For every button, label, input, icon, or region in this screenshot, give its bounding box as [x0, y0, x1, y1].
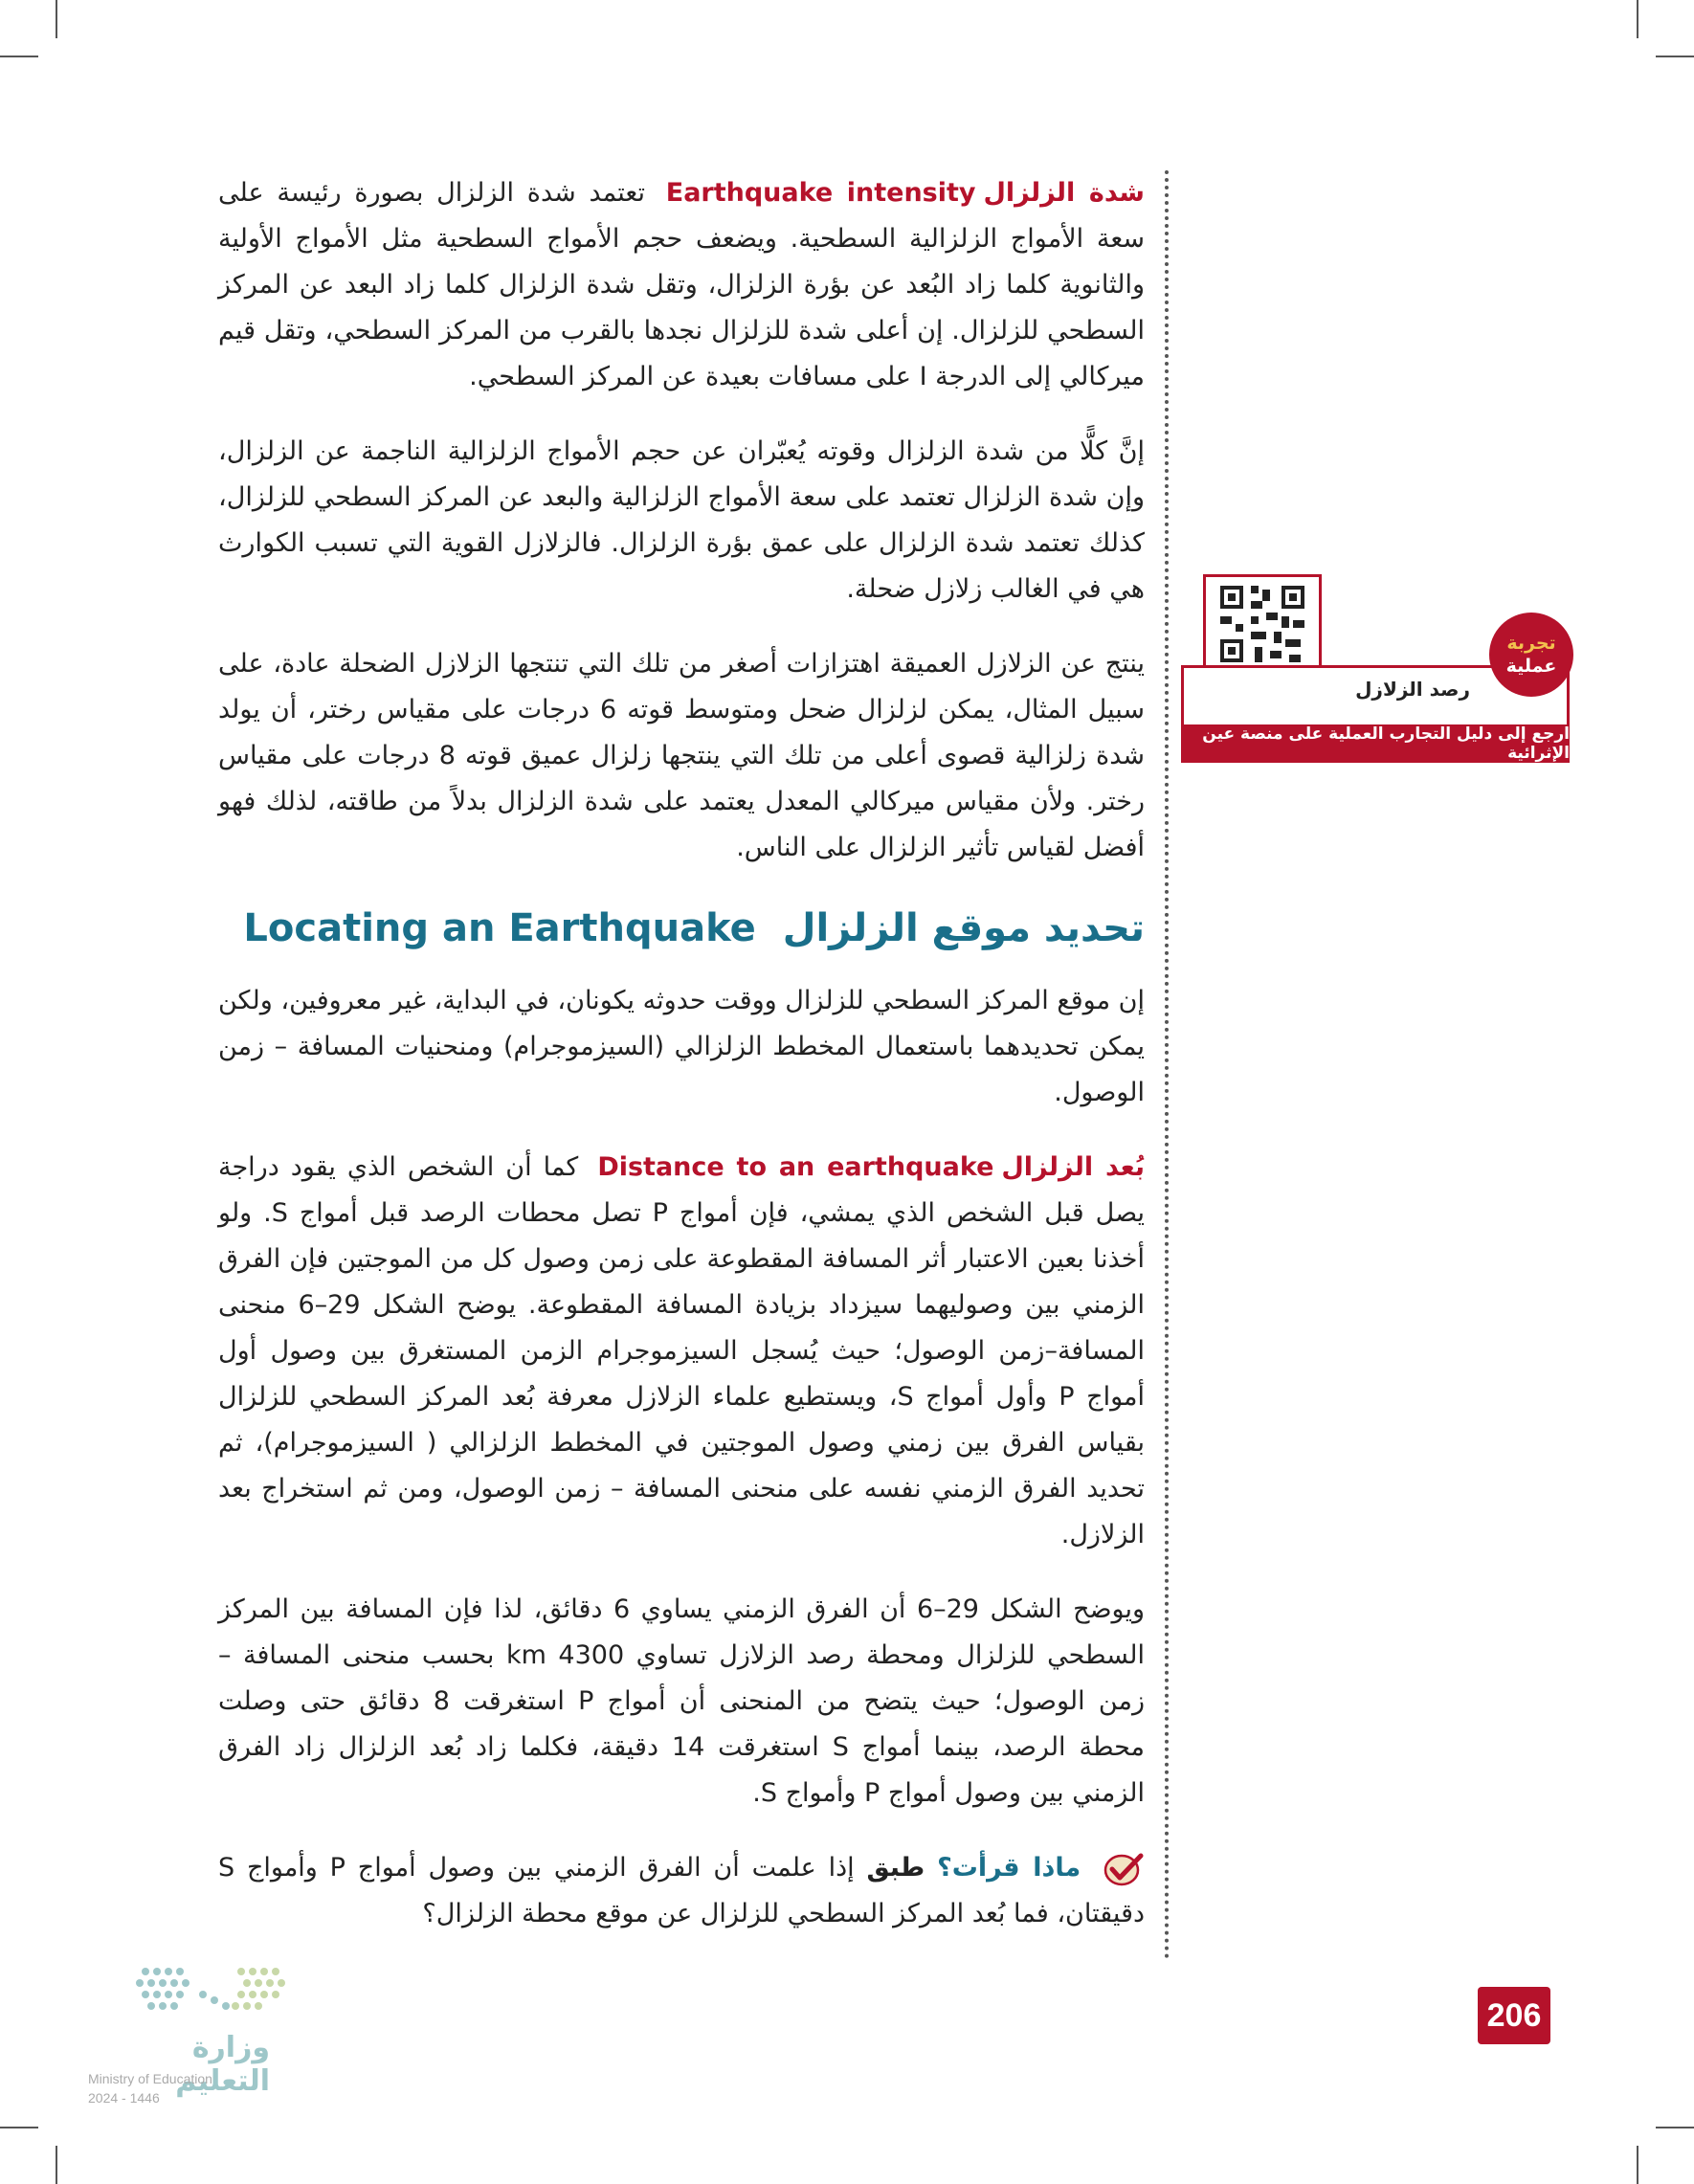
ministry-name-ar: وزارة التعليم [175, 2031, 270, 2098]
ministry-logo [88, 1952, 356, 2115]
ministry-name-en: Ministry of Education [88, 2071, 212, 2086]
lab-title: رصد الزلازل [1355, 678, 1470, 701]
crop-mark [1637, 2146, 1638, 2184]
paragraph-2: إنَّ كلًّا من شدة الزلزال وقوته يُعبّران عن حجم الأمواج الزلزالية الناجمة عن الزلزال، وإن شدة الزلزال تعتمد على سعة الأمواج الزلزالية والبعد عن المركز السطحي للزلزال، كذلك تعتمد شدة الزلزال على عمق بؤرة الزلزال. فالزلازل القوية التي تسبب الكوارث هي في الغالب زلازل ضحلة. [218, 436, 1145, 604]
checkmark-icon [1103, 1852, 1145, 1886]
distance-term-en: Distance to an earthquake [597, 1152, 994, 1182]
distance-text: كما أن الشخص الذي يقود دراجة يصل قبل الشخص الذي يمشي، فإن أمواج P تصل محطات الرصد قبل أمواج S. ولو أخذنا بعين الاعتبار أثر المسافة المقطوعة على زمن وصول كل من الموجتين فإن الفرق الزمني بين وصوليهما سيزداد بزيادة المسافة المقطوعة. يوضح الشكل 29–6 منحنى المسافة–زمن الوصول؛ حيث يُسجل السيزموجرام الزمن المستغرق بين وصول أول أمواج P وأول أمواج S، ويستطيع علماء الزلازل معرفة بُعد المركز السطحي للزلزال بقياس الفرق بين زمني وصول الموجتين في المخطط الزلزالي ( السيزموجرام)، ثم تحديد الفرق الزمني نفسه على منحنى المسافة – زمن الوصول، ومن ثم استخراج بعد الزلازل. [218, 1152, 1146, 1549]
main-content [218, 170, 1145, 1937]
crop-mark [1656, 56, 1694, 57]
crop-mark [0, 56, 38, 57]
lab-badge-bottom: عملية [1505, 656, 1557, 677]
paragraph-3: ينتج عن الزلازل العميقة اهتزازات أصغر من تلك التي تنتجها الزلازل الضحلة عادة، على سبيل المثال، يمكن لزلزال ضحل ومتوسط قوته 6 درجات على مقياس رختر، أن يولد شدة زلزالية قصوى أعلى من تلك التي ينتجها زلزال عميق قوته 8 درجات على مقياس رختر. ولأن مقياس ميركالي المعدل يعتمد على شدة الزلزال بدلاً من طاقته، لذلك فهو أفضل لقياس تأثير الزلزال على الناس. [218, 649, 1145, 862]
column-divider [1165, 170, 1169, 1960]
qr-code-icon [1216, 582, 1308, 666]
crop-mark [1637, 0, 1638, 38]
intensity-paragraph [218, 170, 1145, 400]
lab-badge [1489, 613, 1573, 697]
page-number: 206 [1478, 1987, 1550, 2044]
reading-check [218, 1845, 1145, 1937]
distance-term: بُعد الزلزال [1001, 1152, 1145, 1182]
lab-badge-top: تجربة [1506, 633, 1556, 654]
question-label: ماذا قرأت؟ [937, 1853, 1081, 1883]
intensity-text: تعتمد شدة الزلزال بصورة رئيسة على سعة الأمواج الزلزالية السطحية. ويضعف حجم الأمواج السطحية مثل الأمواج الأولية والثانوية كلما زاد البُعد عن بؤرة الزلزال، وتقل شدة الزلزال كلما زاد البعد عن المركز السطحي للزلزال. إن أعلى شدة للزلزال نجدها بالقرب من المركز السطحي، وتقل قيم ميركالي إلى الدرجة I على مسافات بعيدة عن المركز السطحي. [218, 178, 1145, 391]
question-text: إذا علمت أن الفرق الزمني بين وصول أمواج P وأمواج S دقيقتان، فما بُعد المركز السطحي للزلزال عن موقع محطة الزلزال؟ [218, 1853, 1145, 1928]
section-title-en: Locating an Earthquake [243, 906, 756, 950]
lab-box[interactable] [1181, 574, 1583, 766]
qr-code[interactable] [1203, 574, 1322, 671]
ministry-dots-icon [88, 1952, 356, 2029]
crop-mark [56, 2146, 57, 2184]
crop-mark [0, 2127, 38, 2128]
intensity-term-en: Earthquake intensity [665, 178, 976, 208]
question-verb: طبق [866, 1853, 925, 1883]
lab-instruction: ارجع إلى دليل التجارب العملية على منصة عين الإثرائية [1181, 724, 1570, 763]
intensity-term: شدة الزلزال [983, 178, 1145, 208]
crop-mark [56, 0, 57, 38]
paragraph-4: إن موقع المركز السطحي للزلزال ووقت حدوثه يكونان، في البداية، غير معروفين، ولكن يمكن تحديدهما باستعمال المخطط الزلزالي (السيزموجرام) ومنحنيات المسافة – زمن الوصول. [218, 986, 1145, 1107]
distance-paragraph [218, 1145, 1145, 1558]
section-title [218, 900, 1145, 957]
ministry-year: 2024 - 1446 [88, 2090, 160, 2106]
paragraph-6: ويوضح الشكل 29–6 أن الفرق الزمني يساوي 6 دقائق، لذا فإن المسافة بين المركز السطحي للزلزال ومحطة رصد الزلازل تساوي 4300 km بحسب منحنى المسافة – زمن الوصول؛ حيث يتضح من المنحنى أن أمواج P استغرقت 8 دقائق حتى وصلت محطة الرصد، بينما أمواج S استغرقت 14 دقيقة، فكلما زاد بُعد الزلزال زاد الفرق الزمني بين وصول أمواج P وأمواج S. [218, 1594, 1146, 1808]
section-title-ar: تحديد موقع الزلزال [782, 906, 1145, 950]
crop-mark [1656, 2127, 1694, 2128]
